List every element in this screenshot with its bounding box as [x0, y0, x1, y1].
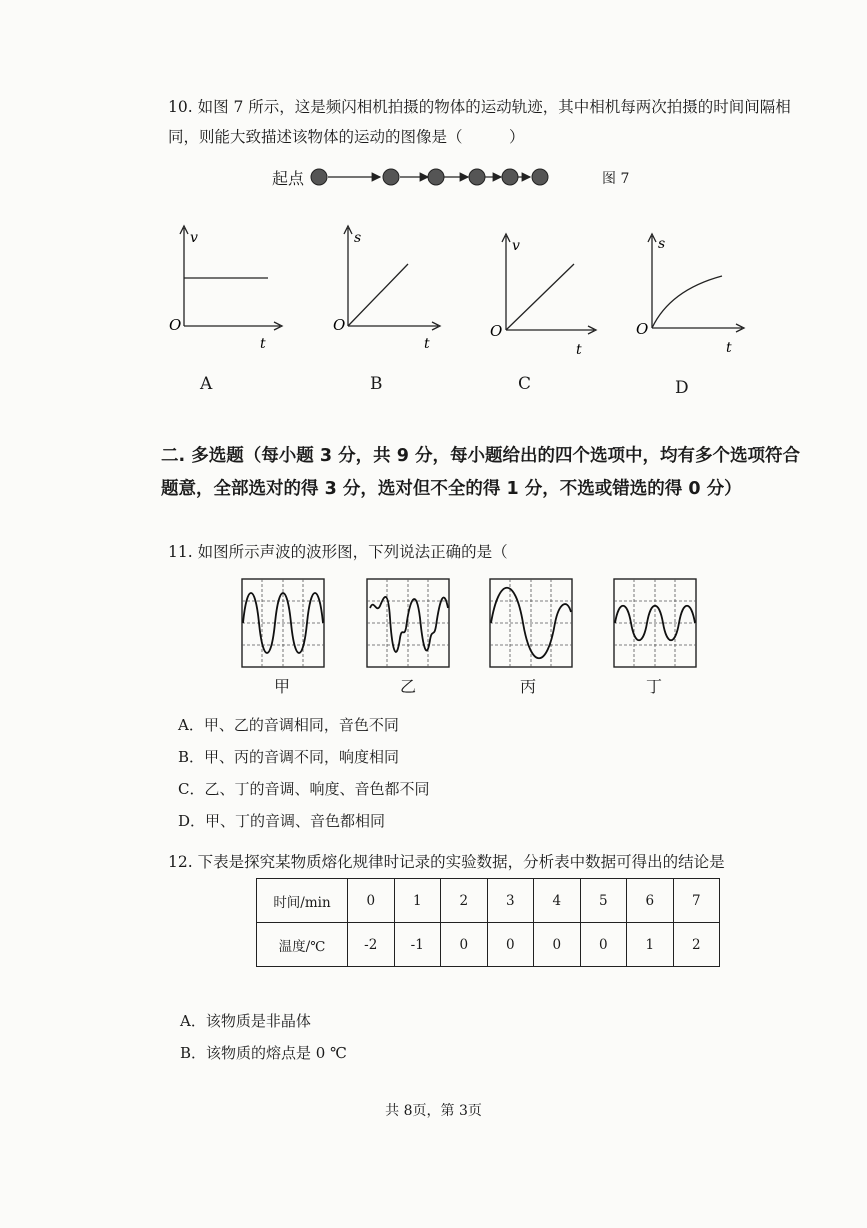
graph-c-svg: [490, 230, 620, 370]
q12-choice-b: B．该物质的熔点是 0 ℃: [180, 1044, 347, 1062]
table-cell: 0: [534, 923, 581, 967]
graph-a-x-axis: t: [260, 336, 266, 352]
graph-a-svg: [168, 222, 298, 362]
waveform-ding-svg: [613, 578, 697, 668]
melting-data-table: [256, 878, 720, 967]
waveform-jia-svg: [241, 578, 325, 668]
graph-b: [332, 222, 462, 362]
table-cell: 0: [441, 923, 488, 967]
table-row-temperature: [257, 923, 720, 967]
q11-choice-c: C．乙、丁的音调、响度、音色都不同: [178, 780, 430, 798]
graph-d-origin: O: [636, 320, 649, 338]
graph-d: [636, 230, 766, 370]
table-cell: 0: [580, 923, 627, 967]
question-11-text: 11. 如图所示声波的波形图，下列说法正确的是（: [168, 543, 508, 561]
table-cell: 1: [627, 923, 674, 967]
table-cell: -1: [394, 923, 441, 967]
waveform-jia: [241, 578, 325, 672]
waveform-bing: [489, 578, 573, 672]
waveform-jia-label: 甲: [274, 677, 291, 696]
graph-c-x-axis: t: [576, 342, 582, 358]
graph-a-option-label: A: [200, 374, 213, 394]
figure-7-start-label: 起点: [272, 169, 305, 188]
graph-b-svg: [332, 222, 462, 362]
waveform-yi-curve: [370, 597, 448, 652]
table-header-temperature: 温度/℃: [257, 923, 348, 967]
table-cell: 0: [348, 879, 395, 923]
waveform-bing-svg: [489, 578, 573, 668]
table-cell: 2: [673, 923, 720, 967]
table-cell: 4: [534, 879, 581, 923]
waveform-yi-label: 乙: [400, 677, 417, 696]
graph-c-y-axis: v: [512, 238, 520, 254]
strobe-dot: [502, 169, 518, 185]
page-footer: 共 8页，第 3页: [385, 1103, 482, 1119]
graph-b-x-axis: t: [424, 336, 430, 352]
graph-d-x-axis: t: [726, 340, 732, 356]
strobe-dot: [428, 169, 444, 185]
graph-c: [490, 230, 620, 370]
q11-choice-b: B．甲、丙的音调不同，响度相同: [178, 748, 400, 766]
graph-d-option-label: D: [675, 378, 689, 398]
graph-c-origin: O: [490, 322, 503, 340]
waveform-yi-svg: [366, 578, 450, 668]
table-cell: 7: [673, 879, 720, 923]
graph-d-svg: [636, 230, 766, 370]
graph-a-origin: O: [169, 316, 182, 334]
waveform-ding: [613, 578, 697, 672]
strobe-dot: [311, 169, 327, 185]
figure-7-strobe-track: [272, 162, 672, 196]
graph-a-y-axis: v: [190, 230, 198, 246]
graph-b-plot-line: [348, 264, 408, 326]
table-cell: 0: [487, 923, 534, 967]
graph-b-y-axis: s: [354, 230, 362, 246]
section-2-heading: 二. 多选题（每小题 3 分，共 9 分，每小题给出的四个选项中，均有多个选项符合题意，全部选对的得 3 分，选对但不全的得 1 分，不选或错选的得 0 分）: [161, 446, 800, 499]
strobe-dot: [383, 169, 399, 185]
table-row-time: [257, 879, 720, 923]
question-12-text: 12. 下表是探究某物质熔化规律时记录的实验数据，分析表中数据可得出的结论是: [168, 853, 725, 871]
graph-a: [168, 222, 298, 362]
graph-c-option-label: C: [518, 374, 532, 394]
waveform-bing-label: 丙: [520, 677, 537, 696]
graph-d-y-axis: s: [658, 236, 666, 252]
q12-choice-a: A．该物质是非晶体: [180, 1012, 311, 1030]
q11-choice-d: D．甲、丁的音调、音色都相同: [178, 812, 386, 830]
graph-c-plot-line: [506, 264, 574, 330]
strobe-dot: [469, 169, 485, 185]
question-10-text: 10. 如图 7 所示，这是频闪相机拍摄的物体的运动轨迹，其中相机每两次拍摄的时间间隔相同，则能大致描述该物体的运动的图像是（ ）: [168, 98, 791, 146]
table-cell: 5: [580, 879, 627, 923]
table-cell: -2: [348, 923, 395, 967]
table-cell: 1: [394, 879, 441, 923]
graph-b-origin: O: [333, 316, 346, 334]
graph-b-option-label: B: [370, 374, 383, 394]
table-header-time: 时间/min: [257, 879, 348, 923]
strobe-dot: [532, 169, 548, 185]
table-cell: 3: [487, 879, 534, 923]
figure-7-dots: [272, 162, 592, 196]
waveform-ding-label: 丁: [646, 677, 663, 696]
table-cell: 2: [441, 879, 488, 923]
graph-d-plot-curve: [652, 276, 722, 328]
waveform-yi: [366, 578, 450, 672]
q11-choice-a: A．甲、乙的音调相同，音色不同: [178, 716, 399, 734]
table-cell: 6: [627, 879, 674, 923]
figure-7-caption: 图 7: [602, 171, 630, 187]
